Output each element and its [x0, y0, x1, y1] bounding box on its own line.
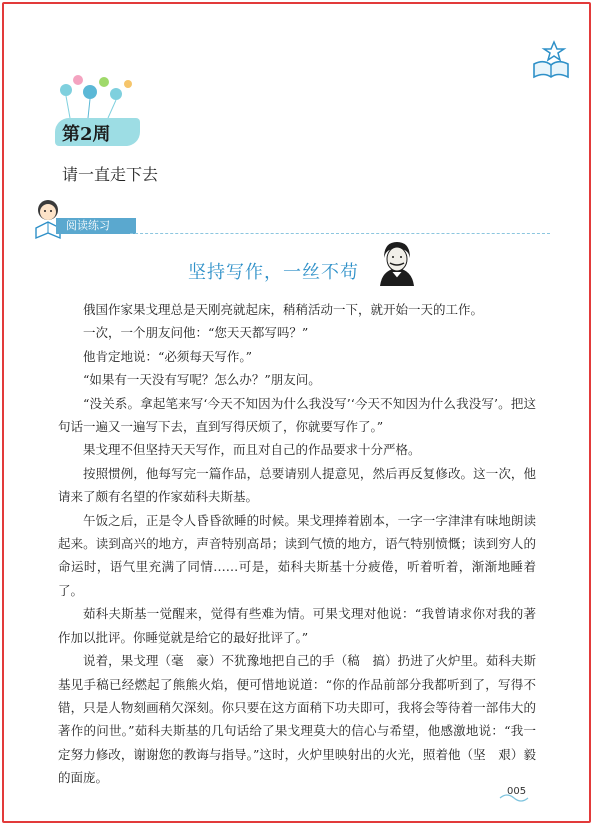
reading-practice-label: 阅读练习 — [56, 218, 136, 234]
article-paragraph: 午饭之后，正是令人昏昏欲睡的时候。果戈理捧着剧本，一字一字津津有味地朗读起来。读到高兴的地方，声音特别高昂；读到气愤的地方，语气特别愤慨；读到穷人的命运时，语气里充满了同情……可是，茹科夫斯基十分疲倦，听着听着，渐渐地睡着了。 — [58, 512, 536, 598]
author-portrait-icon — [372, 238, 422, 286]
lesson-title: 请一直走下去 — [62, 165, 159, 184]
article-paragraph: 茹科夫斯基一觉醒来，觉得有些难为情。可果戈理对他说：“我曾请求你对我的著作加以批评。你睡觉就是给它的最好批评了。” — [58, 606, 536, 645]
article-paragraph: 俄国作家果戈理总是天刚亮就起床，稍稍活动一下，就开始一天的工作。 — [83, 302, 484, 317]
section-divider — [130, 233, 550, 235]
article-paragraph: 按照惯例，他每写完一篇作品，总要请别人提意见，然后再反复修改。这一次，他请来了颇有名望的作家茹科夫斯基。 — [58, 465, 536, 505]
bubbles-decoration — [38, 70, 148, 120]
book-star-icon — [530, 40, 572, 80]
article-paragraph: “没关系。拿起笔来写‘今天不知因为什么我没写’‘今天不知因为什么我没写’。把这句话一遍又一遍写下去，直到写得厌烦了，你就要写作了。” — [58, 395, 536, 435]
article-paragraph: 说着，果戈理（毫 豪）不犹豫地把自己的手（稿 搞）扔进了火炉里。茹科夫斯基见手稿已经燃起了熊熊火焰，便可惜地说道：“你的作品前部分我都听到了，写得不错，只是人物刻画稍欠深刻。你只要在这方面稍下功夫即可，我将会等待着一部伟大的著作的问世。”茹科夫斯基的几句话给了果戈理莫大的信心与希望，他感激地说：“我一定努力修改，谢谢您的教诲与指导。”这时，火炉里映射出的火光，照着他（坚 艰）毅的面庞。 — [58, 653, 536, 786]
article-paragraph: 果戈理不但坚持天天写作，而且对自己的作品要求十分严格。 — [83, 442, 421, 458]
page-number: 005 — [507, 786, 527, 797]
week-title: 第2周 — [62, 124, 111, 145]
article-body — [58, 298, 536, 790]
article-paragraph: “如果有一天没有写呢？怎么办？”朋友问。 — [83, 372, 321, 388]
article-paragraph: 他肯定地说：“必须每天写作。” — [83, 348, 253, 364]
article-paragraph: 一次，一个朋友问他：“您天天都写吗？” — [83, 325, 309, 341]
article-title: 坚持写作，一丝不苟 — [188, 262, 359, 283]
